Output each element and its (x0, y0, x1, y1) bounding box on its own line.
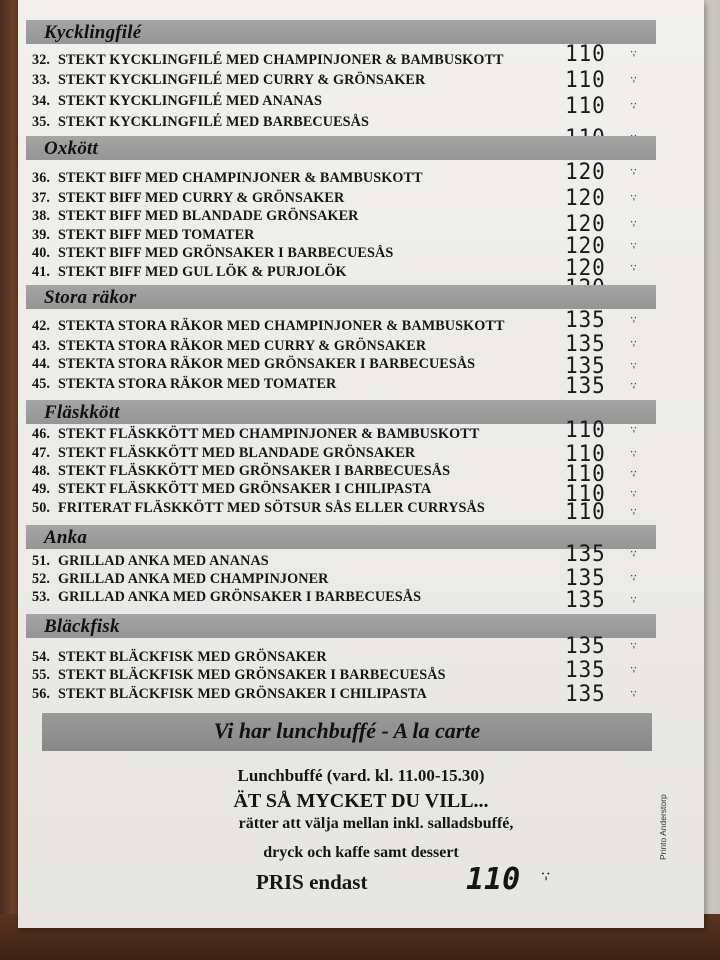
menu-price: 135 (565, 682, 606, 707)
price-suffix: :- (627, 382, 639, 389)
menu-sheet (18, 0, 704, 928)
menu-price: 110 (565, 482, 606, 507)
section-title: Oxkött (44, 138, 98, 159)
printer-imprint: Printo Anderstorp (658, 794, 668, 860)
section-header-bar (26, 614, 656, 638)
menu-price: 135 (565, 588, 606, 613)
price-suffix: :- (627, 426, 639, 433)
price-suffix: :- (627, 102, 639, 109)
price-suffix: :- (627, 574, 639, 581)
section-title: Stora räkor (44, 287, 137, 308)
price-suffix: :- (627, 596, 639, 603)
menu-item: 43. STEKTA STORA RÄKOR MED CURRY & GRÖNSAKER (32, 338, 427, 354)
price-suffix: :- (627, 316, 639, 323)
menu-item: 37. STEKT BIFF MED CURRY & GRÖNSAKER (32, 190, 345, 206)
menu-price: 135 (565, 332, 606, 357)
section-title: Anka (44, 527, 88, 548)
lunch-banner-text: Vi har lunchbuffé - A la carte (213, 718, 481, 743)
price-suffix: :- (627, 168, 639, 175)
menu-price: 135 (565, 566, 606, 591)
section-title: Kycklingfilé (44, 22, 142, 43)
menu-price: 110 (565, 68, 606, 93)
price-suffix: :- (627, 264, 639, 271)
price-suffix: :- (627, 362, 639, 369)
pris-label: PRIS endast (256, 870, 368, 894)
menu-item: 42. STEKTA STORA RÄKOR MED CHAMPINJONER & BAMBUSKOTT (32, 318, 505, 334)
menu-item: 36. STEKT BIFF MED CHAMPINJONER & BAMBUSKOTT (32, 170, 423, 186)
price-suffix: :- (627, 470, 639, 477)
menu-price: 110 (565, 442, 606, 467)
price-suffix: :- (627, 642, 639, 649)
lunch-slogan: ÄT SÅ MYCKET DU VILL... (233, 790, 489, 812)
price-suffix: :- (627, 690, 639, 697)
menu-item: 38. STEKT BIFF MED BLANDADE GRÖNSAKER (32, 208, 359, 224)
menu-item: 54. STEKT BLÄCKFISK MED GRÖNSAKER (32, 649, 327, 665)
menu-price: 110 (565, 462, 606, 487)
menu-item: 46. STEKT FLÄSKKÖTT MED CHAMPINJONER & BAMBUSKOTT (32, 426, 480, 442)
section-header-bar (26, 20, 656, 44)
menu-item: 33. STEKT KYCKLINGFILÉ MED CURRY & GRÖNSAKER (32, 72, 426, 88)
lunch-banner (42, 713, 652, 751)
menu-price: 135 (565, 308, 606, 333)
menu-price: 120 (565, 186, 606, 211)
price-suffix: :- (627, 508, 639, 515)
price-suffix: :- (627, 194, 639, 201)
menu-item: 47. STEKT FLÄSKKÖTT MED BLANDADE GRÖNSAKER (32, 445, 416, 461)
menu-item: 32. STEKT KYCKLINGFILÉ MED CHAMPINJONER & BAMBUSKOTT (32, 52, 504, 68)
section-header-bar (26, 400, 656, 424)
menu-price: 120 (565, 256, 606, 281)
lunch-detail-1: rätter att välja mellan inkl. salladsbuffé, (238, 815, 514, 832)
menu-item: 53. GRILLAD ANKA MED GRÖNSAKER I BARBECUESÅS (32, 589, 422, 605)
menu-item: 51. GRILLAD ANKA MED ANANAS (32, 553, 269, 569)
menu-item: 40. STEKT BIFF MED GRÖNSAKER I BARBECUESÅS (32, 245, 394, 261)
menu-item: 56. STEKT BLÄCKFISK MED GRÖNSAKER I CHILIPASTA (32, 686, 427, 702)
price-suffix: :- (627, 666, 639, 673)
menu-item: 49. STEKT FLÄSKKÖTT MED GRÖNSAKER I CHILIPASTA (32, 481, 432, 497)
menu-item: 35. STEKT KYCKLINGFILÉ MED BARBECUESÅS (32, 114, 370, 130)
menu-item: 50. FRITERAT FLÄSKKÖTT MED SÖTSUR SÅS ELLER CURRYSÅS (32, 500, 485, 516)
price-suffix: :- (627, 490, 639, 497)
section-title: Bläckfisk (44, 616, 120, 637)
menu-item: 41. STEKT BIFF MED GUL LÖK & PURJOLÖK (32, 264, 347, 280)
menu-item: 34. STEKT KYCKLINGFILÉ MED ANANAS (32, 93, 322, 109)
menu-price: 120 (565, 160, 606, 185)
menu-item: 48. STEKT FLÄSKKÖTT MED GRÖNSAKER I BARBECUESÅS (32, 463, 451, 479)
pris-suffix: :- (537, 871, 554, 881)
price-suffix: :- (627, 340, 639, 347)
menu-item: 45. STEKTA STORA RÄKOR MED TOMATER (32, 376, 337, 392)
price-suffix: :- (627, 550, 639, 557)
menu-price: 135 (565, 354, 606, 379)
lunch-hours: Lunchbuffé (vard. kl. 11.00-15.30) (237, 766, 485, 785)
menu-price: 135 (565, 374, 606, 399)
price-suffix: :- (627, 220, 639, 227)
menu-price: 120 (565, 212, 606, 237)
section-header-bar (26, 285, 656, 309)
section-header-bar (26, 525, 656, 549)
menu-item: 55. STEKT BLÄCKFISK MED GRÖNSAKER I BARBECUESÅS (32, 667, 446, 683)
section-title: Fläskkött (44, 402, 120, 423)
price-suffix: :- (627, 50, 639, 57)
menu-price: 135 (565, 542, 606, 567)
menu-price: 135 (565, 634, 606, 659)
menu-item: 39. STEKT BIFF MED TOMATER (32, 227, 255, 243)
price-suffix: :- (627, 450, 639, 457)
menu-price: 110 (565, 500, 606, 525)
menu-price: 110 (565, 42, 606, 67)
menu-price: 120 (565, 234, 606, 259)
price-suffix: :- (627, 76, 639, 83)
menu-price: 110 (565, 94, 606, 119)
menu-item: 44. STEKTA STORA RÄKOR MED GRÖNSAKER I BARBECUESÅS (32, 356, 476, 372)
lunch-detail-2: dryck och kaffe samt dessert (263, 844, 459, 861)
menu-price: 110 (565, 418, 606, 443)
pris-value: 110 (466, 862, 521, 897)
section-header-bar (26, 136, 656, 160)
menu-item: 52. GRILLAD ANKA MED CHAMPINJONER (32, 571, 329, 587)
price-suffix: :- (627, 242, 639, 249)
menu-price: 135 (565, 658, 606, 683)
